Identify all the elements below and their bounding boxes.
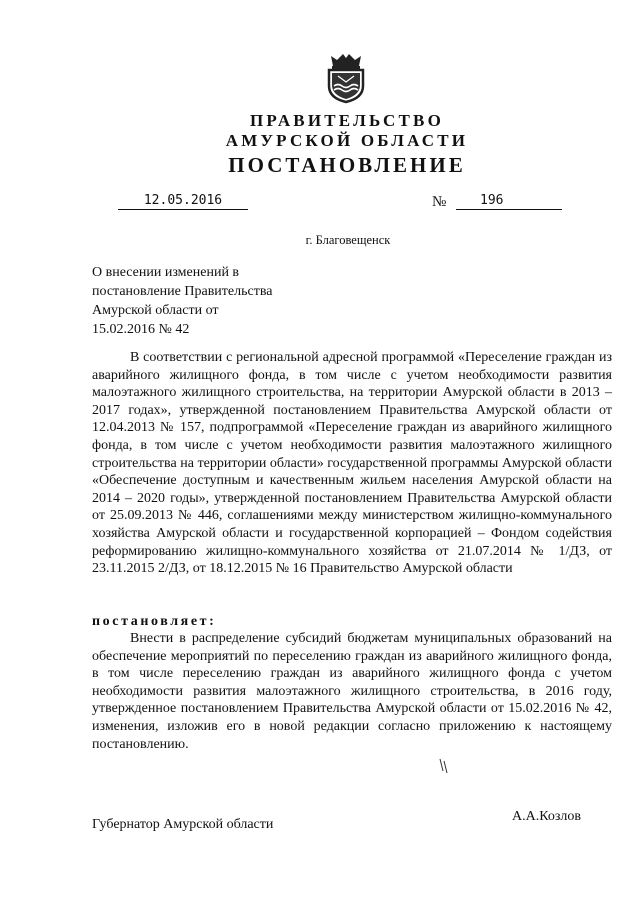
preamble-block xyxy=(92,349,612,578)
subject-line: 15.02.2016 № 42 xyxy=(92,322,190,337)
city-line: г. Благовещенск xyxy=(305,233,391,247)
number-sign: № xyxy=(432,194,447,210)
amur-region-coat-of-arms-icon xyxy=(323,52,369,104)
decree-subject xyxy=(92,263,302,339)
resolves-keyword: постановляет: xyxy=(92,614,217,629)
decree-number: 196 xyxy=(480,193,504,208)
government-name-line2: АМУРСКОЙ ОБЛАСТИ xyxy=(225,131,469,150)
subject-line: Амурской области от xyxy=(92,303,219,318)
operative-block xyxy=(92,630,612,753)
signatory-title: Губернатор Амурской области xyxy=(92,817,274,832)
decree-number-field xyxy=(456,193,562,210)
operative-paragraph: Внести в распределение субсидий бюджетам муниципальных образований на обеспечение мероприятий по переселению граждан из аварийного жилищного фонда, в том числе переселению граждан из аварийного жилищного фонда с учетом необходимости развития малоэтажного жилищного строительства, в 2016 году, утвержденное постановлением Правительства Амурской области от 15.02.2016 № 42, изменения, изложив его в новой редакции согласно приложению к настоящему постановлению. xyxy=(92,631,612,752)
decree-date: 12.05.2016 xyxy=(118,193,248,210)
handwritten-tick-mark xyxy=(438,757,452,775)
signatory-name: А.А.Козлов xyxy=(512,809,581,824)
document-type-title: ПОСТАНОВЛЕНИЕ xyxy=(228,153,466,177)
subject-line: О внесении изменений в xyxy=(92,265,240,280)
preamble-paragraph: В соответствии с региональной адресной программой «Переселение граждан из аварийного жилищного фонда, в том числе с учетом необходимости развития малоэтажного жилищного строительства, на территории Амурской области в 2013 – 2017 годах», утвержденной постановлением Правительства Амурской области от 12.04.2013 № 157, подпрограммой «Переселение граждан из аварийного жилищного фонда, в том числе с учетом необходимости развития малоэтажного жилищного строительства на территории области» государственной программы Амурской области «Обеспечение доступным и качественным жильем населения Амурской области на 2014 – 2020 годы», утвержденной постановлением Правительства Амурской области от 25.09.2013 № 446, соглашениями между министерством жилищно-коммунального хозяйства Амурской области и государственной корпорацией – Фондом содействия реформированию жилищно-коммунального хозяйства от 21.07.2014 № 1/ДЗ, от 23.11.2015 2/ДЗ, от 18.12.2015 № 16 Правительство Амурской области xyxy=(92,350,612,577)
government-name-line1: ПРАВИТЕЛЬСТВО xyxy=(250,111,444,130)
subject-line: постановление Правительства xyxy=(92,284,273,299)
